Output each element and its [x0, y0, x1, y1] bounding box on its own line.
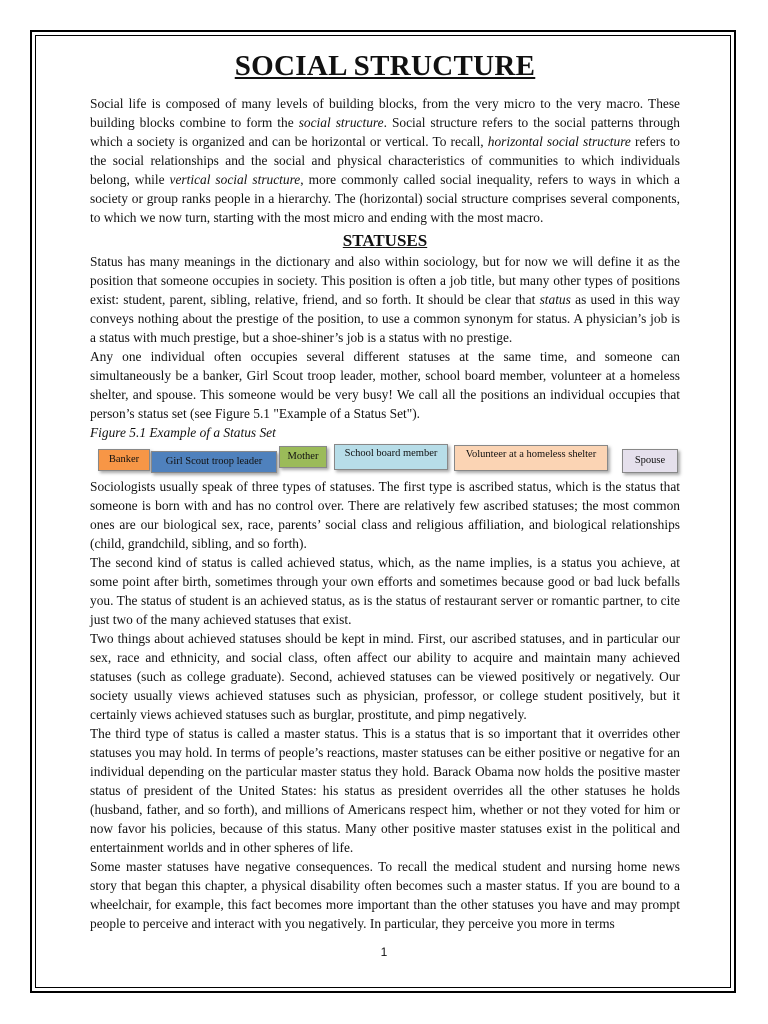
- status-box-girl-scout-troop-leader: Girl Scout troop leader: [151, 451, 277, 473]
- document-body: [90, 48, 680, 933]
- status-box-spouse: Spouse: [622, 449, 678, 473]
- statuses-definition-paragraph: Status has many meanings in the dictionary and also within sociology, but for now we will define it as the position that someone occupies in society. This position is often a job title, but many other types of positions exist: student, parent, sibling, relative, friend, and so forth. It should be clear that status as used in this way conveys nothing about the prestige of the position, to use a common synonym for status. A physician’s job is a status with much prestige, but a shoe-shiner’s job is a status with no prestige.: [90, 254, 680, 345]
- achieved-status-notes-paragraph: Two things about achieved statuses should be kept in mind. First, our ascribed statuses, and in particular our sex, race and ethnicity, and social class, often affect our ability to acquire and maintain many achieved statuses (such as college graduate). Second, achieved statuses can be viewed positively or negatively. Our society usually views achieved statuses such as physician, professor, or college student positively, but it certainly views achieved statuses such as burglar, prostitute, and pimp negatively.: [90, 631, 680, 722]
- term-horizontal-social-structure: horizontal social structure: [487, 134, 631, 149]
- intro-paragraph: Social life is composed of many levels of building blocks, from the very micro to the very macro. These building blocks combine to form the social structure. Social structure refers to the social patterns through which a society is organized and can be horizontal or vertical. To recall, horizontal social structure refers to the social relationships and the social and physical characteristics of communities to which individuals belong, while vertical social structure, more commonly called social inequality, refers to ways in which a society or group ranks people in a hierarchy. The (horizontal) social structure comprises several components, to which we now turn, starting with the most micro and ending with the most macro.: [90, 96, 680, 225]
- ascribed-status-paragraph: Sociologists usually speak of three types of statuses. The first type is ascribed status, which is the status that someone is born with and has no control over. There are relatively few ascribed statuses; the most common ones are our biological sex, race, parents’ social class and religious affiliation, and biological relationships (child, grandchild, sibling, and so forth).: [90, 479, 680, 551]
- negative-master-status-paragraph: Some master statuses have negative consequences. To recall the medical student and nursing home news story that began this chapter, a physical disability often becomes such a master status. If you are bound to a wheelchair, for example, this fact becomes more important than the other statuses you have and may prompt people to perceive and interact with you negatively. In particular, they perceive you more in terms: [90, 859, 680, 931]
- status-box-banker: Banker: [98, 449, 150, 471]
- status-box-volunteer: Volunteer at a homeless shelter: [454, 445, 608, 471]
- section-heading-statuses: STATUSES: [342, 231, 428, 250]
- status-set-paragraph: Any one individual often occupies several different statuses at the same time, and someone can simultaneously be a banker, Girl Scout troop leader, mother, school board member, volunteer at a homeless shelter, and spouse. This someone would be very busy! We call all the positions an individual occupies that person’s status set (see Figure 5.1 "Example of a Status Set").: [90, 349, 680, 421]
- status-box-mother: Mother: [279, 446, 327, 468]
- status-set-figure: [90, 442, 680, 474]
- status-box-school-board-member: School board member: [334, 444, 448, 470]
- page-title: SOCIAL STRUCTURE: [234, 50, 536, 82]
- term-vertical-social-structure: vertical social structure: [169, 172, 301, 187]
- term-social-structure: social structure: [298, 115, 384, 130]
- term-status: status: [539, 292, 571, 307]
- figure-caption: Figure 5.1 Example of a Status Set: [90, 425, 276, 440]
- achieved-status-paragraph: The second kind of status is called achieved status, which, as the name implies, is a status you achieve, at some point after birth, sometimes through your own efforts and sometimes because good or bad luck befalls you. The status of student is an achieved status, as is the status of restaurant server or romantic partner, to cite just two of the many achieved statuses that exist.: [90, 555, 680, 627]
- page-number: 1: [380, 945, 388, 959]
- master-status-paragraph: The third type of status is called a master status. This is a status that is so important that it overrides other statuses you may hold. In terms of people’s reactions, master statuses can be either positive or negative for an individual depending on the particular master status they hold. Barack Obama now holds the positive master status of president of the United States: his status as president overrides all the other statuses he holds (husband, father, and so forth), and millions of Americans respect him, whether or not they voted for him or now favor his policies, because of this status. Many other positive master statuses exist in the political and entertainment worlds and in other spheres of life.: [90, 726, 680, 855]
